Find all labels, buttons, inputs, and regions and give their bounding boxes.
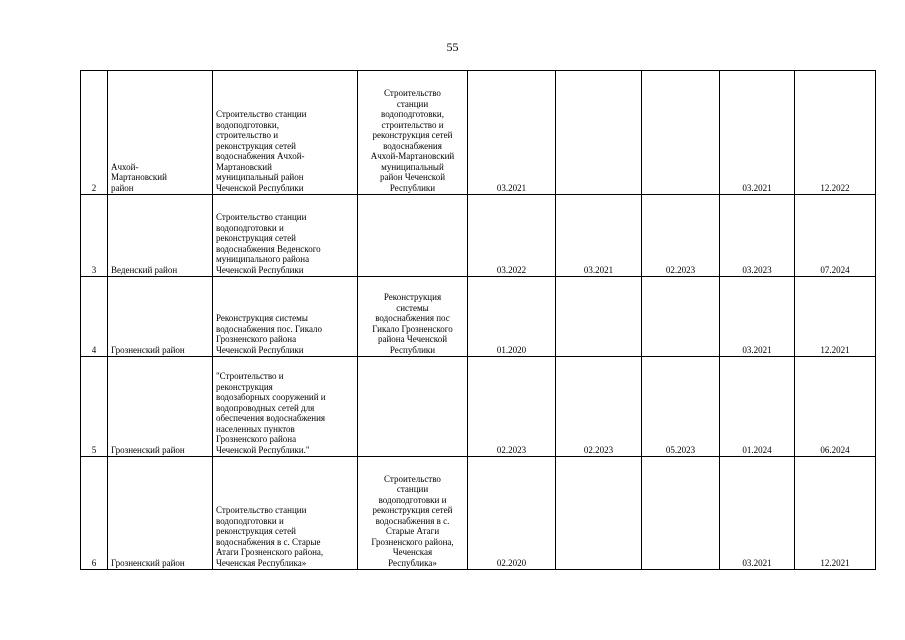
- date-cell-3: [642, 71, 720, 195]
- table-row: [81, 457, 876, 570]
- district-cell: Грозненский район: [108, 277, 213, 357]
- project-cell: Строительство станции водоподготовки и реконструкция сетей водоснабжения Веденского муниципального района Чеченской Республики: [213, 195, 358, 277]
- row-number: 3: [81, 195, 108, 277]
- project-name-cell: Строительство станции водоподготовки и реконструкция сетей водоснабжения в с. Старые Атаги Грозненского района, Чеченская Республика»: [358, 457, 468, 570]
- row-number: 4: [81, 277, 108, 357]
- date-cell-3: [642, 457, 720, 570]
- date-cell-1: 02.2023: [468, 357, 556, 457]
- district-cell: Грозненский район: [108, 357, 213, 457]
- date-cell-2: 02.2023: [556, 357, 642, 457]
- date-cell-5: 12.2022: [795, 71, 876, 195]
- project-name-cell: Строительство станции водоподготовки, строительство и реконструкция сетей водоснабжения Ачхой-Мартановский муниципальный район Чеченской Республики: [358, 71, 468, 195]
- row-number: 2: [81, 71, 108, 195]
- table-row: [81, 277, 876, 357]
- date-cell-4: 01.2024: [720, 357, 795, 457]
- date-cell-5: 07.2024: [795, 195, 876, 277]
- project-name-cell: Реконструкция системы водоснабжения пос Гикало Грозненского района Чеченской Республики: [358, 277, 468, 357]
- table-row: [81, 195, 876, 277]
- date-cell-4: 03.2021: [720, 71, 795, 195]
- date-cell-5: 12.2021: [795, 277, 876, 357]
- project-cell: Строительство станции водоподготовки и реконструкция сетей водоснабжения в с. Старые Атаги Грозненского района, Чеченская Республика»: [213, 457, 358, 570]
- project-cell: Строительство станции водоподготовки, строительство и реконструкция сетей водоснабжения Ачхой- Мартановский муниципальный район Чеченской Республики: [213, 71, 358, 195]
- date-cell-3: [642, 277, 720, 357]
- date-cell-1: 02.2020: [468, 457, 556, 570]
- district-cell: Грозненский район: [108, 457, 213, 570]
- row-number: 6: [81, 457, 108, 570]
- date-cell-4: 03.2023: [720, 195, 795, 277]
- date-cell-2: 03.2021: [556, 195, 642, 277]
- date-cell-4: 03.2021: [720, 457, 795, 570]
- project-name-cell: [358, 357, 468, 457]
- project-cell: Реконструкция системы водоснабжения пос. Гикало Грозненского района Чеченской Республики: [213, 277, 358, 357]
- date-cell-1: 03.2022: [468, 195, 556, 277]
- page-number: 55: [446, 40, 459, 54]
- project-name-cell: [358, 195, 468, 277]
- date-cell-4: 03.2021: [720, 277, 795, 357]
- date-cell-5: 06.2024: [795, 357, 876, 457]
- date-cell-3: 05.2023: [642, 357, 720, 457]
- date-cell-5: 12.2021: [795, 457, 876, 570]
- district-cell: Ачхой- Мартановский район: [108, 71, 213, 195]
- projects-table: [80, 70, 876, 570]
- project-cell: "Строительство и реконструкция водозаборных сооружений и водопроводных сетей для обеспечения водоснабжения населенных пунктов Грозненского района Чеченской Республики.": [213, 357, 358, 457]
- date-cell-1: 01.2020: [468, 277, 556, 357]
- row-number: 5: [81, 357, 108, 457]
- table-row: [81, 71, 876, 195]
- date-cell-2: [556, 457, 642, 570]
- date-cell-2: [556, 277, 642, 357]
- district-cell: Веденский район: [108, 195, 213, 277]
- table-row: [81, 357, 876, 457]
- date-cell-1: 03.2021: [468, 71, 556, 195]
- date-cell-2: [556, 71, 642, 195]
- date-cell-3: 02.2023: [642, 195, 720, 277]
